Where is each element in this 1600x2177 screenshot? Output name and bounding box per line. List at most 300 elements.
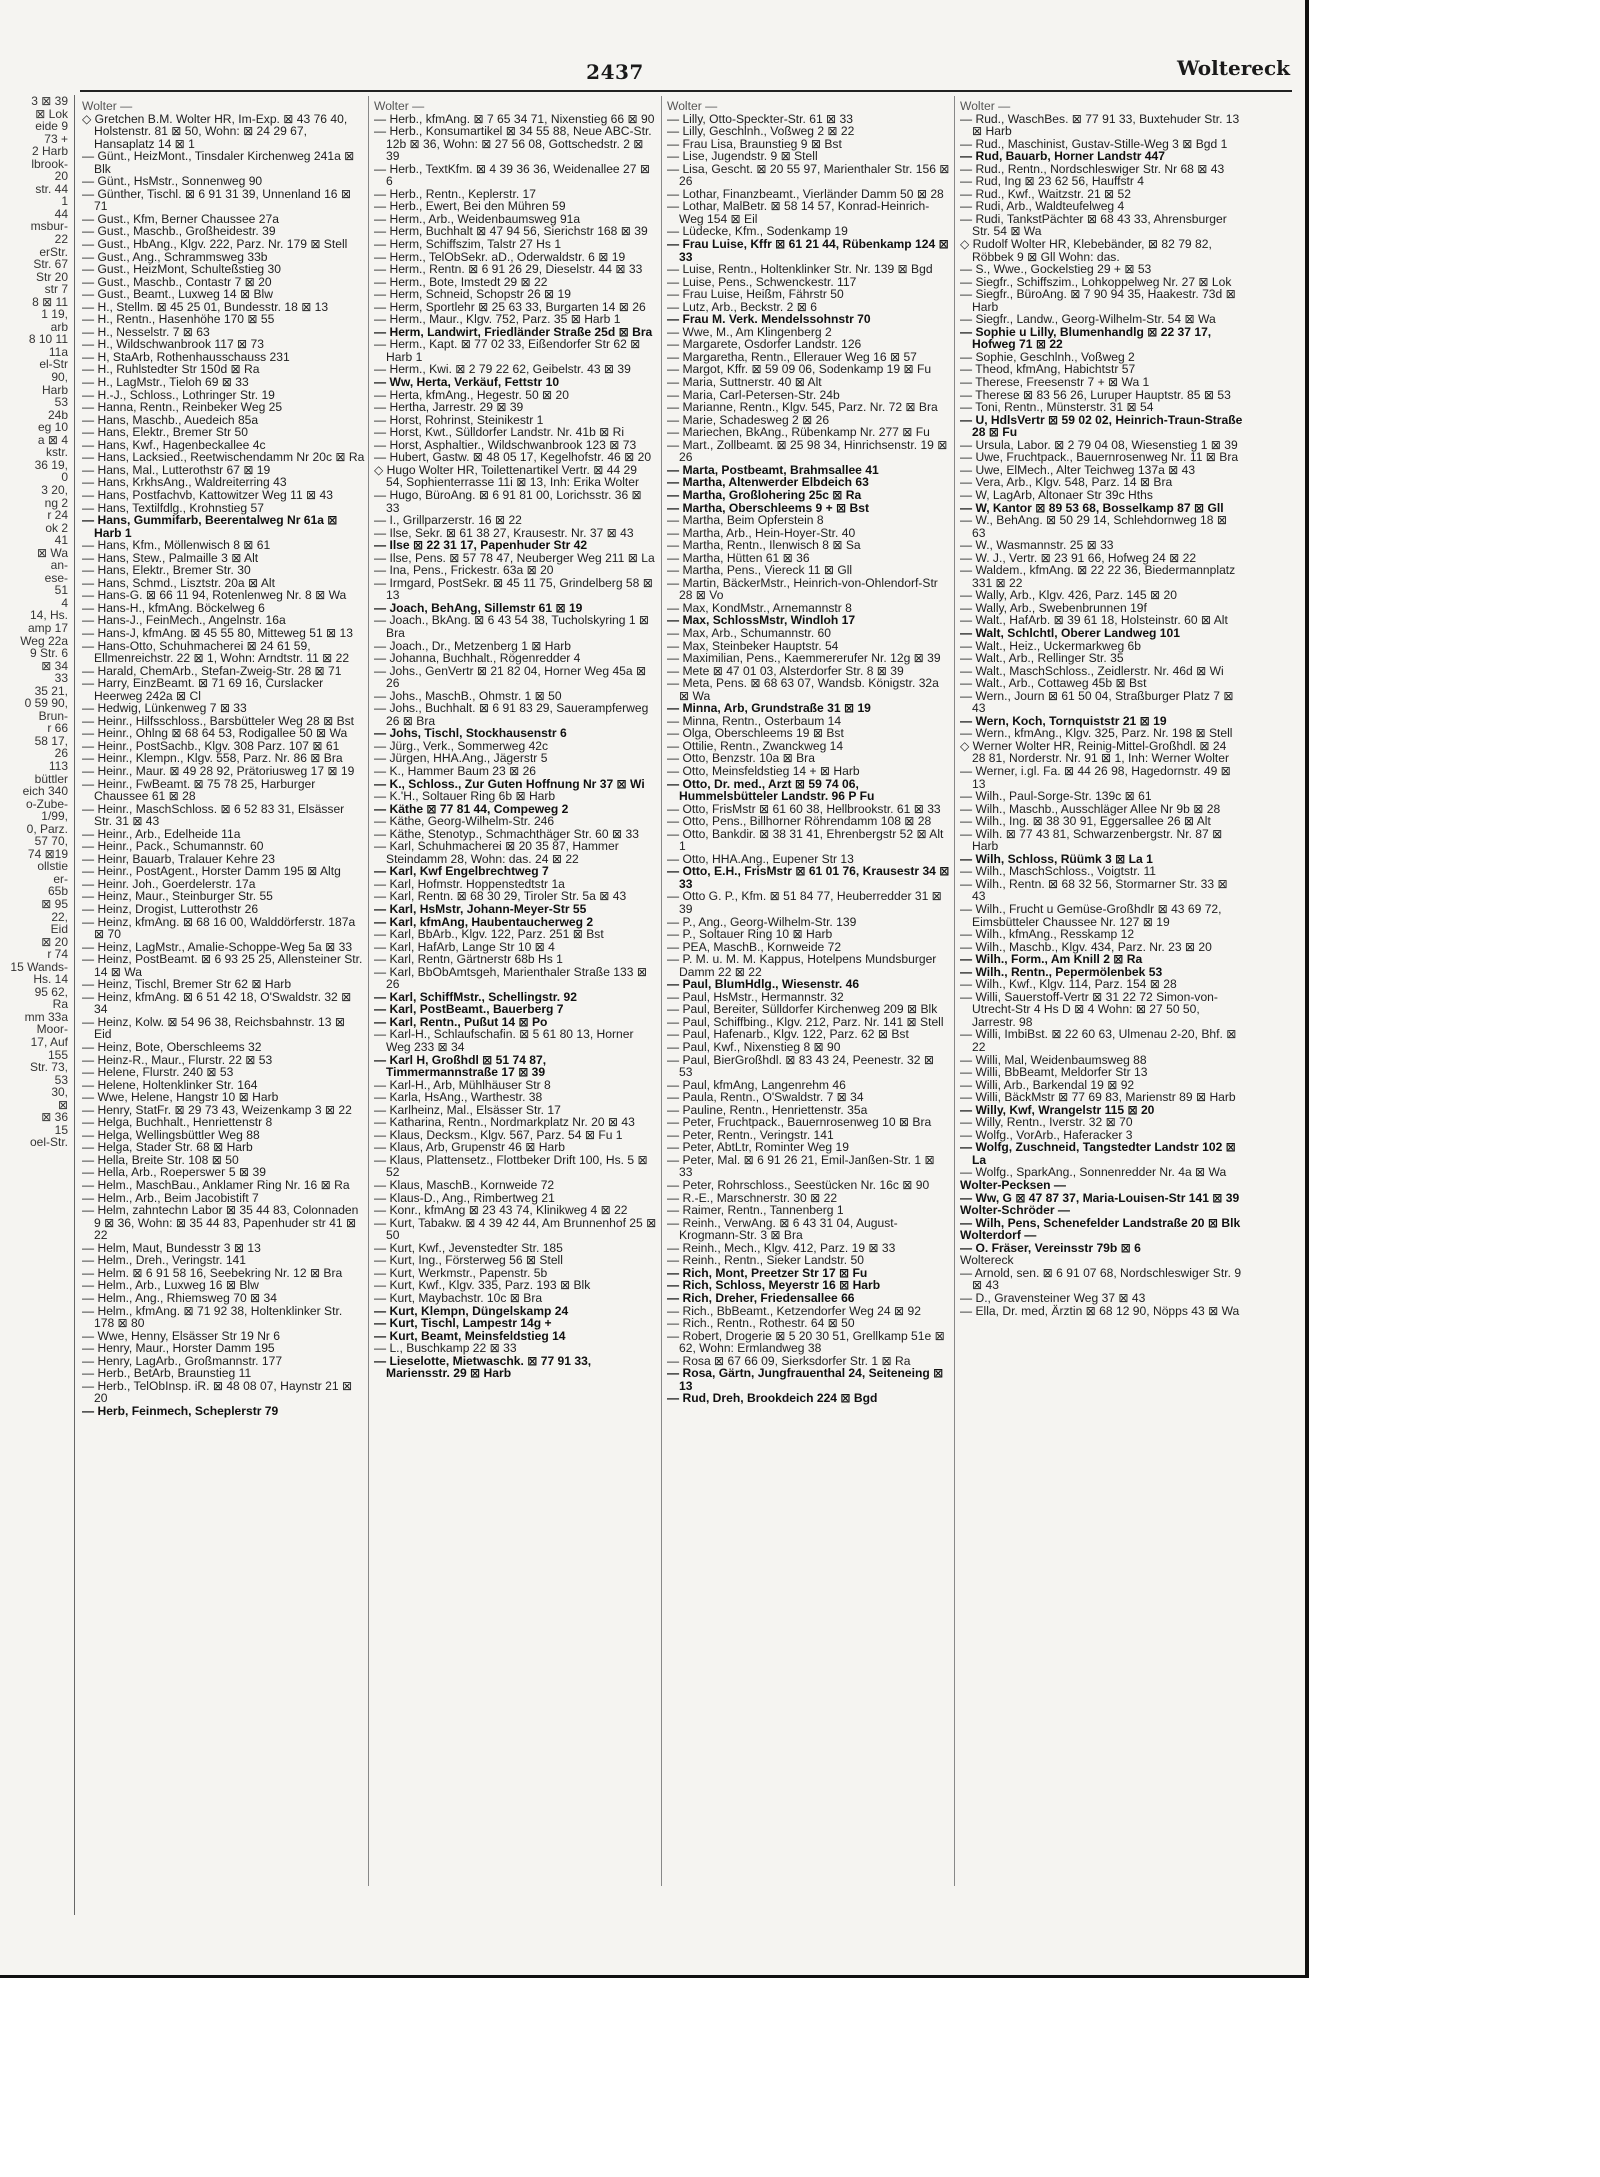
directory-entry: — Otto, Benzstr. 10a ⊠ Bra <box>667 751 815 766</box>
directory-entry: — Frau Lisa, Braunstieg 9 ⊠ Bst <box>667 136 842 151</box>
directory-entry: — Lothar, MalBetr. ⊠ 58 14 57, Konrad-Heinrich-Weg 154 ⊠ Eil <box>667 199 930 226</box>
column-head: Wolter — <box>82 100 133 113</box>
directory-entry: — Paul, kfmAng, Langenrehm 46 <box>667 1077 846 1092</box>
directory-entry: — Lothar, Finanzbeamt., Vierländer Damm 50 ⊠ 28 <box>667 186 944 201</box>
directory-entry: — Wilh, Schloss, Rüümk 3 ⊠ La 1 <box>960 851 1153 866</box>
edge-fragment: 22, <box>51 909 68 924</box>
directory-entry: — Rud, Dreh, Brookdeich 224 ⊠ Bgd <box>667 1391 878 1406</box>
directory-entry: — W, LagArb, Altonaer Str 39c Hths <box>960 487 1153 502</box>
directory-entry: — Wilh., Paul-Sorge-Str. 139c ⊠ 61 <box>960 789 1152 804</box>
directory-entry: — Otto, Meinsfeldstieg 14 + ⊠ Harb <box>667 763 860 778</box>
directory-entry: — Arnold, sen. ⊠ 6 91 07 68, Nordschleswiger Str. 9 ⊠ 43 <box>960 1265 1242 1293</box>
column-divider <box>954 96 955 1886</box>
directory-entry: — Otto, Pens., Billhorner Röhrendamm 108 ⊠ 28 <box>667 814 932 829</box>
directory-entry: — H., Wildschwanbrook 117 ⊠ 73 <box>82 337 264 352</box>
directory-entry: — Karl-H., Arb, Mühlhäuser Str 8 <box>374 1077 551 1092</box>
directory-entry: — Wolfg, Zuschneid, Tangstedter Landstr 102 ⊠ La <box>960 1140 1236 1167</box>
directory-entry: — Otto, Dr. med., Arzt ⊠ 59 74 06, Hummelsbütteler Landstr. 96 P Fu <box>667 776 875 804</box>
edge-fragment: 95 62, <box>34 984 68 999</box>
edge-fragment: 33 <box>54 671 68 686</box>
directory-entry: — Ilse, Sekr. ⊠ 61 38 27, Krausestr. Nr. 37 ⊠ 43 <box>374 525 634 540</box>
edge-fragment: oel-Str. <box>29 1135 68 1150</box>
directory-entry: — Martha, Arb., Hein-Hoyer-Str. 40 <box>667 525 856 540</box>
directory-entry: — U, HdlsVertr ⊠ 59 02 02, Heinrich-Traun-Straße 28 ⊠ Fu <box>960 412 1243 440</box>
directory-entry: — Maria, Suttnerstr. 40 ⊠ Alt <box>667 375 822 390</box>
directory-entry: — Hella, Arb., Roeperswег 5 ⊠ 39 <box>82 1165 266 1180</box>
directory-entry: — Karl, Schuhmacherei ⊠ 20 35 87, Hammer Steindamm 28, Wohn: das. 24 ⊠ 22 <box>374 839 619 866</box>
directory-entry: — Hans, Mal., Lutterothstr 67 ⊠ 19 <box>82 462 271 477</box>
directory-entry: — Hans, Textilfdlg., Krohnstieg 57 <box>82 500 264 515</box>
directory-entry: — Kurt, Beamt, Meinsfeldstieg 14 <box>374 1328 566 1343</box>
adjacent-page-edge <box>0 95 72 1975</box>
directory-entry: — Herb., Rentn., Keplerstr. 17 <box>374 186 536 201</box>
directory-entry: — Martha, Hütten 61 ⊠ 36 <box>667 550 810 565</box>
directory-entry: — Siegfr., Schiffszim., Lohkoppelweg Nr. 27 ⊠ Lok <box>960 274 1232 289</box>
directory-entry: — Herm, Sportlehr ⊠ 25 63 33, Burgarten 14 ⊠ 26 <box>374 299 646 314</box>
directory-entry: — Helga, Stader Str. 68 ⊠ Harb <box>82 1140 253 1155</box>
directory-entry: — Gust., HbAng., Klgv. 222, Parz. Nr. 179 ⊠ Stell <box>82 237 348 252</box>
edge-fragment: ⊠ 20 <box>41 934 68 949</box>
edge-fragment: er- <box>53 871 68 886</box>
directory-entry: — Mart., Zollbeamt. ⊠ 25 98 34, Hinrichsenstr. 19 ⊠ 26 <box>667 437 948 465</box>
directory-entry: — Herm., Kwi. ⊠ 2 79 22 62, Geibelstr. 43 ⊠ 39 <box>374 362 631 377</box>
directory-entry: — Herb, Feinmech, Scheplerstr 79 <box>82 1403 279 1418</box>
directory-entry: — Karl, Hofmstr. Hoppenstedtstr 1a <box>374 876 565 891</box>
directory-entry: — Horst, Asphaltier., Wildschwanbrook 123 ⊠ 73 <box>374 437 637 452</box>
directory-entry: — Herb., kfmAng. ⊠ 7 65 34 71, Nixenstieg 66 ⊠ 90 <box>374 111 655 126</box>
directory-entry: — Heinr., MaschSchloss. ⊠ 6 52 83 31, Elsässer Str. 31 ⊠ 43 <box>82 801 345 829</box>
directory-entry: — Maria, Carl-Petersen-Str. 24b <box>667 387 840 402</box>
directory-entry: — Wilh., Frucht u Gemüse-Großhdlr ⊠ 43 69 72, Eimsbütteler Chaussee Nr. 127 ⊠ 19 <box>960 902 1222 929</box>
directory-entry: — Frau M. Verk. Mendelssohnstr 70 <box>667 312 871 327</box>
edge-fragment: 1 19, <box>41 307 68 322</box>
directory-entry: — Hans, Postfachvb, Kattowitzer Weg 11 ⊠ 43 <box>82 487 334 502</box>
column-4 <box>960 100 1243 1880</box>
directory-entry: — Rich., Rentn., Rothestr. 64 ⊠ 50 <box>667 1316 855 1331</box>
directory-entry: — Paul, Schiffbing., Klgv. 212, Parz. Nr. 141 ⊠ Stell <box>667 1014 944 1029</box>
edge-fragment: Eid <box>50 922 68 937</box>
directory-entry: — Raimer, Rentn., Tannenberg 1 <box>667 1203 844 1218</box>
directory-entry: — Heinz-R., Maur., Flurstr. 22 ⊠ 53 <box>82 1052 273 1067</box>
directory-entry: — Theod, kfmAng, Habichtstr 57 <box>960 362 1136 377</box>
column-1 <box>82 100 365 1880</box>
directory-entry: — H., Nesselstr. 7 ⊠ 63 <box>82 324 210 339</box>
directory-entry: — Wilh. ⊠ 77 43 81, Schwarzenbergstr. Nr. 87 ⊠ Harb <box>960 826 1223 854</box>
directory-entry: — Gust., Ang., Schrammsweg 33b <box>82 249 268 264</box>
edge-fragment: ng 2 <box>44 495 68 510</box>
directory-entry: — Helm, Maut, Bundesstr 3 ⊠ 13 <box>82 1240 261 1255</box>
directory-entry: — Helm., Dreh., Veringstr. 141 <box>82 1253 247 1268</box>
directory-entry: — Hans-H., kfmAng. Böckelweg 6 <box>82 600 265 615</box>
directory-entry: — Wolfg., SparkAng., Sonnenredder Nr. 4a ⊠ Wa <box>960 1165 1227 1180</box>
directory-entry: — Siegfr., Landw., Georg-Wilhelm-Str. 54 ⊠ Wa <box>960 312 1216 327</box>
directory-entry: — Heinr., Maur. ⊠ 49 28 92, Prätoriusweg 17 ⊠ 19 <box>82 763 355 778</box>
directory-entry: — Reinh., Rentn., Sieker Landstr. 50 <box>667 1253 864 1268</box>
edge-fragment: mm 33a <box>24 1009 68 1024</box>
directory-entry: — Horst, Kwt., Sülldorfer Landstr. Nr. 41b ⊠ Ri <box>374 425 625 440</box>
directory-entry: — H, StaArb, Rothenhausschauss 231 <box>82 349 290 364</box>
directory-entry: — Käthe, Stenotyp., Schmachthäger Str. 60 ⊠ 33 <box>374 826 639 841</box>
edge-fragment: kstr. <box>45 445 68 460</box>
directory-entry: — Wwe, Henny, Elsässer Str 19 Nr 6 <box>82 1328 281 1343</box>
directory-entry: — Lutz, Arb., Beckstr. 2 ⊠ 6 <box>667 299 817 314</box>
page-edge-rule <box>74 95 75 1915</box>
directory-entry: — Karl, Rentn., Pußut 14 ⊠ Po <box>374 1014 548 1029</box>
directory-entry: — Max, SchlossMstr, Windloh 17 <box>667 613 856 628</box>
edge-fragment: 11a <box>48 344 68 359</box>
edge-fragment: lbrook- <box>31 156 68 171</box>
directory-entry: — Rosa, Gärtn, Jungfrauenthal 24, Seiteneing ⊠ 13 <box>667 1366 944 1393</box>
edge-fragment: Harb <box>41 382 68 397</box>
edge-fragment: 74 ⊠19 <box>27 846 68 861</box>
directory-entry: — Herm., Kapt. ⊠ 77 02 33, Eißendorfer Str 62 ⊠ Harb 1 <box>374 337 641 364</box>
edge-fragment: eide 9 <box>35 119 68 134</box>
directory-entry: — Ursula, Labor. ⊠ 2 79 04 08, Wiesenstieg 1 ⊠ 39 <box>960 437 1238 452</box>
directory-entry: — Heinr., Ohlng ⊠ 68 64 53, Rodigallee 50 ⊠ Wa <box>82 726 348 741</box>
directory-entry: — Rud., Kwf., Waitzstr. 21 ⊠ 52 <box>960 186 1131 201</box>
directory-entry: — Rud., WaschBes. ⊠ 77 91 33, Buxtehuder Str. 13 ⊠ Harb <box>960 111 1240 139</box>
directory-entry: — Karlheinz, Mal., Elsässer Str. 17 <box>374 1102 561 1117</box>
directory-entry: — Hans, Kfm., Möllenwisch 8 ⊠ 61 <box>82 538 271 553</box>
directory-entry: — Karl, BbObAmtsgeh, Marienthaler Straße 133 ⊠ 26 <box>374 964 647 992</box>
directory-entry: — Herm., Rentn. ⊠ 6 91 26 29, Dieselstr. 44 ⊠ 33 <box>374 262 643 277</box>
edge-fragment: msbur- <box>30 219 68 234</box>
column-divider <box>661 96 662 1886</box>
edge-fragment: Brun- <box>38 708 68 723</box>
directory-entry: — Olga, Oberschleems 19 ⊠ Bst <box>667 726 844 741</box>
directory-entry: — Willi, Arb., Barkendal 19 ⊠ 92 <box>960 1077 1135 1092</box>
edge-fragment: ollstie <box>37 859 68 874</box>
directory-entry: — I., Grillparzerstr. 16 ⊠ 22 <box>374 513 522 528</box>
directory-entry: — Otto G. P., Kfm. ⊠ 51 84 77, Heuberredder 31 ⊠ 39 <box>667 889 942 916</box>
directory-entry: — Heinr., FwBeamt. ⊠ 75 78 25, Harburger Chaussee 61 ⊠ 28 <box>82 776 316 804</box>
directory-entry: — Gust., Beamt., Luxweg 14 ⊠ Blw <box>82 287 273 302</box>
directory-entry: — Luise, Pens., Schwenckestr. 117 <box>667 274 857 289</box>
directory-entry: — Lisa, Gescht. ⊠ 20 55 97, Marienthaler Str. 156 ⊠ 26 <box>667 161 950 189</box>
edge-fragment: Ra <box>52 997 68 1012</box>
directory-entry: — Max, KondMstr., Arnemannstr 8 <box>667 600 852 615</box>
directory-entry: — Willi, Mal, Weidenbaumsweg 88 <box>960 1052 1147 1067</box>
directory-entry: — O. Fräser, Vereinsstr 79b ⊠ 6 <box>960 1240 1141 1255</box>
edge-fragment: ok 2 <box>45 520 68 535</box>
directory-entry: — Walt., Arb., Cottaweg 45b ⊠ Bst <box>960 676 1147 691</box>
directory-entry: — Helm., kfmAng. ⊠ 71 92 38, Holtenklinker Str. 178 ⊠ 80 <box>82 1303 343 1331</box>
directory-entry: — Heinz, kfmAng. ⊠ 6 51 42 18, O'Swaldstr. 32 ⊠ 34 <box>82 989 352 1017</box>
directory-entry: — Wilh., Maschb., Klgv. 434, Parz. Nr. 23 ⊠ 20 <box>960 939 1212 954</box>
edge-fragment: 73 + <box>44 131 68 146</box>
directory-entry: — Karla, HsAng., Warthestr. 38 <box>374 1090 543 1105</box>
directory-entry: — Helga, Wellingsbüttler Weg 88 <box>82 1127 260 1142</box>
directory-entry: — Robert, Drogerie ⊠ 5 20 30 51, Grellkamp 51e ⊠ 62, Wohn: Ermlandweg 38 <box>667 1328 945 1356</box>
directory-entry: — Heinz, Bote, Oberschleems 32 <box>82 1040 262 1055</box>
directory-entry: — R.-E., Marschnerstr. 30 ⊠ 22 <box>667 1190 838 1205</box>
directory-entry: — Helm, zahntechn Labor ⊠ 35 44 83, Colonnaden 9 ⊠ 36, Wohn: ⊠ 35 44 83, Papenhuder str 41 ⊠ 22 <box>82 1203 359 1243</box>
directory-entry: — Karl, Rentn, Gärtnerstr 68b Hs 1 <box>374 952 563 967</box>
directory-entry: — Johs, Tischl, Stockhausenstr 6 <box>374 726 567 741</box>
directory-entry: — Hans-J., FeinMech., Angelnstr. 16a <box>82 613 286 628</box>
directory-entry: — Luise, Rentn., Holtenklinker Str. Nr. 139 ⊠ Bgd <box>667 262 933 277</box>
directory-entry: Wolter-Schröder — <box>960 1203 1070 1218</box>
directory-entry: — Herm, Landwirt, Friedländer Straße 25d ⊠ Bra <box>374 324 653 339</box>
edge-fragment: 0 <box>61 470 68 485</box>
directory-entry: — Martha, Pens., Viereck 11 ⊠ Gll <box>667 563 853 578</box>
directory-entry: — Rud, Bauarb, Horner Landstr 447 <box>960 149 1165 164</box>
directory-entry: — Walt., Arb., Rellinger Str. 35 <box>960 651 1124 666</box>
directory-entry: — Wern, Koch, Tornquiststr 21 ⊠ 19 <box>960 713 1167 728</box>
edge-fragment: 2 Harb <box>31 144 68 159</box>
directory-entry: — Hans, KrkhsAng., Waldreiterring 43 <box>82 475 287 490</box>
directory-entry: — Heinr., Arb., Edelheide 11a <box>82 826 241 841</box>
directory-entry: — Willy, Kwf, Wrangelstr 115 ⊠ 20 <box>960 1102 1155 1117</box>
directory-entry: ◇ Rudolf Wolter HR, Klebebänder, ⊠ 82 79 82, Röbbek 9 ⊠ Gll Wohn: das. <box>960 237 1212 264</box>
directory-entry: — Otto, FrisMstr ⊠ 61 60 38, Hellbrookstr. 61 ⊠ 33 <box>667 801 941 816</box>
column-divider <box>368 96 369 1886</box>
edge-fragment: o-Zube- <box>25 796 68 811</box>
directory-entry: — Lilly, Geschlnh., Voßweg 2 ⊠ 22 <box>667 124 855 139</box>
directory-entry: — Uwe, Fruchtpack., Bauernrosenweg Nr. 11 ⊠ Bra <box>960 450 1239 465</box>
edge-fragment: 1 <box>61 194 68 209</box>
directory-entry: — Marie, Schadesweg 2 ⊠ 26 <box>667 412 830 427</box>
directory-entry: — Werner, i.gl. Fa. ⊠ 44 26 98, Hagedornstr. 49 ⊠ 13 <box>960 763 1231 791</box>
directory-entry: — Karl, BbArb., Klgv. 122, Parz. 251 ⊠ Bst <box>374 927 604 942</box>
directory-entry: — Helene, Flurstr. 240 ⊠ 53 <box>82 1065 234 1080</box>
directory-entry: — Herm, Buchhalt ⊠ 47 94 56, Sierichstr 168 ⊠ 39 <box>374 224 648 239</box>
directory-entry: — Otto, E.H., FrisMstr ⊠ 61 01 76, Krausestr 34 ⊠ 33 <box>667 864 950 891</box>
edge-fragment: Str 20 <box>35 269 68 284</box>
directory-entry: — Wally, Arb., Swebenbrunnen 19f <box>960 600 1147 615</box>
directory-entry: — Martha, Großlohering 25c ⊠ Ra <box>667 487 862 502</box>
edge-fragment: 4 <box>61 595 68 610</box>
directory-entry: — Käthe, Georg-Wilhelm-Str. 246 <box>374 814 555 829</box>
directory-entry: — Karl, PostBeamt., Bauerberg 7 <box>374 1002 564 1017</box>
directory-entry: — Martha, Oberschleems 9 + ⊠ Bst <box>667 500 870 515</box>
directory-entry: — Rudi, TankstPächter ⊠ 68 43 33, Ahrensburger Str. 54 ⊠ Wa <box>960 211 1227 239</box>
directory-entry: — Martha, Rentn., Ilenwisch 8 ⊠ Sa <box>667 538 861 553</box>
directory-entry: — Lüdecke, Kfm., Sodenkamp 19 <box>667 224 848 239</box>
directory-entry: — Klaus, Decksm., Klgv. 567, Parz. 54 ⊠ Fu 1 <box>374 1127 623 1142</box>
edge-fragment: 8 10 11 <box>28 332 68 347</box>
directory-entry: ◇ Werner Wolter HR, Reinig-Mittel-Großhdl. ⊠ 24 28 81, Norderstr. Nr. 91 ⊠ 1, Inh: Werner Wolter <box>960 738 1230 766</box>
directory-entry: — Toni, Rentn., Münsterstr. 31 ⊠ 54 <box>960 400 1154 415</box>
directory-entry: — Ella, Dr. med, Ärztin ⊠ 68 12 90, Nöpps 43 ⊠ Wa <box>960 1303 1240 1318</box>
edge-fragment: 41 <box>54 533 68 548</box>
directory-entry: — Günt., HeizMont., Tinsdaler Kirchenweg 241a ⊠ Blk <box>82 149 355 176</box>
edge-fragment: Moor- <box>36 1022 68 1037</box>
directory-entry: — Paul, Bereiter, Sülldorfer Kirchenweg 209 ⊠ Blk <box>667 1002 938 1017</box>
edge-fragment: 22 <box>54 232 68 247</box>
edge-fragment: 24b <box>47 407 68 422</box>
directory-entry: — Rosa ⊠ 67 66 09, Sierksdorfer Str. 1 ⊠ Ra <box>667 1353 911 1368</box>
directory-entry: — Herm, Schneid, Schopstr 26 ⊠ 19 <box>374 287 572 302</box>
directory-entry: — Kurt, Maybachstr. 10c ⊠ Bra <box>374 1290 543 1305</box>
edge-fragment: 57 70, <box>34 834 68 849</box>
directory-entry: — H., Ruhlstedter Str 150d ⊠ Ra <box>82 362 260 377</box>
edge-fragment: ⊠ <box>57 1097 68 1112</box>
directory-entry: ◇ Gretchen B.M. Wolter HR, Im-Exp. ⊠ 43 76 40, Holstenstr. 81 ⊠ 50, Wohn: ⊠ 24 29 67, Hansaplatz 14 ⊠ 1 <box>82 111 348 151</box>
edge-fragment: str. 44 <box>35 181 68 196</box>
directory-entry: — Heinr., PostAgent., Horster Damm 195 ⊠ Altg <box>82 864 341 879</box>
directory-entry: — Heinr., Pack., Schumannstr. 60 <box>82 839 264 854</box>
directory-entry: — Harald, ChemArb., Stefan-Zweig-Str. 28 ⊠ 71 <box>82 663 342 678</box>
directory-entry: — Hans-J, kfmAng. ⊠ 45 55 80, Mitteweg 51 ⊠ 13 <box>82 625 353 640</box>
directory-entry: — Johs., Buchhalt. ⊠ 6 91 83 29, Sauerampferweg 26 ⊠ Bra <box>374 701 649 728</box>
directory-entry: — Rud., Maschinist, Gustav-Stille-Weg 3 ⊠ Bgd 1 <box>960 136 1228 151</box>
directory-entry: — K., Hammer Baum 23 ⊠ 26 <box>374 763 537 778</box>
directory-entry: — Heinr, Bauarb, Tralauer Kehre 23 <box>82 851 275 866</box>
edge-fragment: 35 21, <box>34 683 68 698</box>
page-number: 2437 <box>586 60 644 84</box>
directory-entry: — Lieselotte, Mietwaschk. ⊠ 77 91 33, Mariensstr. 29 ⊠ Harb <box>374 1353 592 1381</box>
directory-entry: — P. M. u. M. M. Kappus, Hotelpens Mundsburger Damm 22 ⊠ 22 <box>667 952 937 979</box>
directory-entry: — Herta, kfmAng., Hegestr. 50 ⊠ 20 <box>374 387 569 402</box>
directory-entry: — Paul, HsMstr., Hermannstr. 32 <box>667 989 844 1004</box>
directory-entry: — Sophie u Lilly, Blumenhandlg ⊠ 22 37 17, Hofweg 71 ⊠ 22 <box>960 324 1212 352</box>
directory-entry: — Therese, Freesenstr 7 + ⊠ Wa 1 <box>960 375 1150 390</box>
directory-entry: — Wilh., kfmAng., Resskamp 12 <box>960 927 1135 942</box>
directory-entry: — W., Wasmannstr. 25 ⊠ 33 <box>960 538 1114 553</box>
directory-entry: — Martha, Beim Opferstein 8 <box>667 513 824 528</box>
directory-entry: — Horst, Rohrinst, Steinikestr 1 <box>374 412 544 427</box>
directory-entry: — Konr., kfmAng ⊠ 23 43 74, Klinikweg 4 ⊠ 22 <box>374 1203 628 1218</box>
directory-entry: — Heinr., PostSachb., Klgv. 308 Parz. 107 ⊠ 61 <box>82 738 340 753</box>
directory-entry: — Gust., Maschb., Contastr 7 ⊠ 20 <box>82 274 272 289</box>
directory-entry: — Mariechen, BkAng., Rübenkamp Nr. 277 ⊠ Fu <box>667 425 930 440</box>
directory-entry: — Kurt, Tabakw. ⊠ 4 39 42 44, Am Brunnenhof 25 ⊠ 50 <box>374 1215 657 1243</box>
directory-entry: — Lilly, Otto-Speckter-Str. 61 ⊠ 33 <box>667 111 854 126</box>
edge-fragment: 36 19, <box>34 457 68 472</box>
directory-entry: — Marianne, Rentn., Klgv. 545, Parz. Nr. 72 ⊠ Bra <box>667 400 938 415</box>
directory-entry: — Ilse ⊠ 22 31 17, Papenhuder Str 42 <box>374 538 588 553</box>
directory-entry: — Kurt, Werkmstr., Papenstr. 5b <box>374 1265 548 1280</box>
edge-fragment: 44 <box>54 206 68 221</box>
directory-entry: — Irmgard, PostSekr. ⊠ 45 11 75, Grindelberg 58 ⊠ 13 <box>374 575 653 603</box>
directory-entry: — Heinr., Hilfsschloss., Barsbütteler Weg 28 ⊠ Bst <box>82 713 355 728</box>
directory-entry: — Rud., Rentn., Nordschleswiger Str. Nr 68 ⊠ 43 <box>960 161 1225 176</box>
directory-entry: — PEA, MaschB., Kornweide 72 <box>667 939 842 954</box>
directory-entry: — Joach, BehAng, Sillemstr 61 ⊠ 19 <box>374 600 583 615</box>
directory-entry: — Paula, Rentn., O'Swaldstr. 7 ⊠ 34 <box>667 1090 864 1105</box>
edge-fragment: 17, Auf <box>30 1035 68 1050</box>
directory-entry: — Peter, Fruchtpack., Bauernrosenweg 10 ⊠ Bra <box>667 1115 932 1130</box>
directory-entry: — Wilh., Maschb., Ausschläger Allee Nr 9b ⊠ 28 <box>960 801 1221 816</box>
directory-entry: — Herb., TelObInsp. iR. ⊠ 48 08 07, Haynstr 21 ⊠ 20 <box>82 1378 353 1406</box>
edge-fragment: 15 Wands- <box>10 959 68 974</box>
directory-entry: — Paul, Kwf., Nixenstieg 8 ⊠ 90 <box>667 1040 841 1055</box>
edge-fragment: 3 20, <box>41 482 68 497</box>
directory-entry: — Willi, Sauerstoff-Vertr ⊠ 31 22 72 Simon-von-Utrecht-Str 4 Hs D ⊠ 4 Wohn: ⊠ 27 50 50, Jarrestr. 98 <box>960 989 1218 1029</box>
edge-fragment: Str. 73, <box>29 1060 68 1075</box>
directory-entry: — Heinr., Klempn., Klgv. 558, Parz. Nr. 86 ⊠ Bra <box>82 751 343 766</box>
directory-entry: — Hugo, BüroAng. ⊠ 6 91 81 00, Lorichsstr. 36 ⊠ 33 <box>374 487 642 515</box>
directory-entry: — Heinr. Joh., Goerdelerstr. 17a <box>82 876 256 891</box>
edge-fragment: 20 <box>54 169 68 184</box>
directory-entry: — L., Buschkamp 22 ⊠ 33 <box>374 1341 517 1356</box>
edge-fragment: 26 <box>54 746 68 761</box>
directory-entry: — Günther, Tischl. ⊠ 6 91 31 39, Unnenland 16 ⊠ 71 <box>82 186 352 214</box>
edge-fragment: 30, <box>51 1085 68 1100</box>
directory-entry: — Jürg., Verk., Sommerweg 42c <box>374 738 549 753</box>
directory-entry: — Wern., kfmAng., Klgv. 325, Parz. Nr. 198 ⊠ Stell <box>960 726 1233 741</box>
edge-fragment: amp 17 <box>27 620 68 635</box>
directory-entry: — W., BehAng. ⊠ 50 29 14, Schlehdornweg 18 ⊠ 63 <box>960 513 1228 540</box>
directory-entry: — Klaus, Plattensetz., Flottbeker Drift 100, Hs. 5 ⊠ 52 <box>374 1152 648 1180</box>
directory-entry: — Herm, Schiffszim, Talstr 27 Hs 1 <box>374 237 562 252</box>
directory-entry: — H., Rentn., Hasenhöhe 170 ⊠ 55 <box>82 312 275 327</box>
directory-entry: — Helga, Buchhalt., Henriettenstr 8 <box>82 1115 273 1130</box>
edge-fragment: 3 ⊠ 39 <box>31 95 68 108</box>
running-head: Woltereck <box>1176 56 1290 80</box>
directory-entry: — Willi, BäckMstr ⊠ 77 69 83, Marienstr 89 ⊠ Harb <box>960 1090 1236 1105</box>
directory-entry: — Otto, HHA.Ang., Eupener Str 13 <box>667 851 854 866</box>
directory-entry: — Wern., Journ ⊠ 61 50 04, Straßburger Platz 7 ⊠ 43 <box>960 688 1234 716</box>
directory-entry: — Kurt, Tischl, Lampestr 14g + <box>374 1316 552 1331</box>
directory-entry: — H., Stellm. ⊠ 45 25 01, Bundesstr. 18 ⊠ 13 <box>82 299 329 314</box>
edge-fragment: arb <box>50 319 68 334</box>
directory-entry: — Walt., Heiz., Uckermarkweg 6b <box>960 638 1141 653</box>
directory-entry: — Klaus-D., Ang., Rimbertweg 21 <box>374 1190 555 1205</box>
directory-entry: — Herb., Konsumartikel ⊠ 34 55 88, Neue ABC-Str. 12b ⊠ 36, Wohn: ⊠ 27 56 08, Gottschedstr. 2 ⊠ 39 <box>374 124 652 164</box>
directory-entry: — K.'H., Soltauer Ring 6b ⊠ Harb <box>374 789 556 804</box>
directory-entry: — Klaus, Arb, Grupenstr 46 ⊠ Harb <box>374 1140 565 1155</box>
directory-entry: — Otto, Bankdir. ⊠ 38 31 41, Ehrenbergstr 52 ⊠ Alt 1 <box>667 826 944 854</box>
directory-entry: — Heinz, LagMstr., Amalie-Schoppe-Weg 5a ⊠ 33 <box>82 939 353 954</box>
directory-entry: — Wilh., Rentn. ⊠ 68 32 56, Stormarner Str. 33 ⊠ 43 <box>960 876 1228 904</box>
edge-fragment: r 24 <box>47 508 68 523</box>
directory-entry: — Kurt, Kwf., Klgv. 335, Parz. 193 ⊠ Blk <box>374 1278 591 1293</box>
edge-fragment: 0, Parz. <box>26 821 68 836</box>
directory-entry: — Minna, Arb, Grundstraße 31 ⊠ 19 <box>667 701 871 716</box>
directory-entry: — Margarete, Osdorfer Landstr. 126 <box>667 337 862 352</box>
edge-fragment: 155 <box>47 1047 68 1062</box>
directory-entry: — Herm., TelObSekr. aD., Oderwaldstr. 6 ⊠ 19 <box>374 249 626 264</box>
edge-fragment: eg 10 <box>37 420 68 435</box>
directory-entry: — S., Wwe., Gockelstieg 29 + ⊠ 53 <box>960 262 1152 277</box>
directory-entry: — Peter, Mal. ⊠ 6 91 26 21, Emil-Janßen-Str. 1 ⊠ 33 <box>667 1152 935 1180</box>
directory-entry: — Karl, kfmAng, Haubentaucherweg 2 <box>374 914 594 929</box>
directory-entry: — Herb., TextKfm. ⊠ 4 39 36 36, Weidenallee 27 ⊠ 6 <box>374 161 650 189</box>
directory-entry: — Wwe, Helene, Hangstr 10 ⊠ Harb <box>82 1090 279 1105</box>
directory-entry: — Hubert, Gastw. ⊠ 48 05 17, Kegelhofstr. 46 ⊠ 20 <box>374 450 652 465</box>
directory-entry: — Karl, SchiffMstr., Schellingstr. 92 <box>374 989 577 1004</box>
directory-entry: Wolter-Pecksen — <box>960 1178 1066 1193</box>
directory-entry: — Hans, Lacksied., Reetwischendamm Nr 20c ⊠ Ra <box>82 450 365 465</box>
edge-fragment: Str. 67 <box>33 257 68 272</box>
directory-entry: — Walt., HafArb. ⊠ 39 61 18, Holsteinstr. 60 ⊠ Alt <box>960 613 1228 628</box>
directory-entry: — Kurt, Klempn, Düngelskamp 24 <box>374 1303 569 1318</box>
directory-entry: — Heinz, Maur., Steinburger Str. 55 <box>82 889 273 904</box>
directory-entry: — Harry, EinzBeamt. ⊠ 71 69 16, Curslacker Heerweg 242a ⊠ Cl <box>82 676 324 703</box>
directory-entry: — Reinh., Mech., Klgv. 412, Parz. 19 ⊠ 33 <box>667 1240 896 1255</box>
directory-entry: — Johanna, Buchhalt., Rögenredder 4 <box>374 651 581 666</box>
directory-entry: — Helm., Arb., Beim Jacobistift 7 <box>82 1190 259 1205</box>
directory-entry: — Heinz, Drogist, Lutterothstr 26 <box>82 902 259 916</box>
directory-entry: — Gust., Maschb., Großheidestr. 39 <box>82 224 276 239</box>
edge-fragment: el-Str <box>39 357 68 372</box>
directory-entry: — Kurt, Kwf., Jevenstedter Str. 185 <box>374 1240 563 1255</box>
directory-entry: — Henry, LagArb., Großmannstr. 177 <box>82 1353 283 1368</box>
directory-entry: Wolterdorf — <box>960 1228 1037 1243</box>
directory-entry: — Hedwig, Lünkenweg 7 ⊠ 33 <box>82 701 247 716</box>
directory-entry: — Rich, Schloss, Meyerstr 16 ⊠ Harb <box>667 1278 881 1293</box>
directory-entry: — Vera, Arb., Klgv. 548, Parz. 14 ⊠ Bra <box>960 475 1173 490</box>
directory-entry: — Wilh., Rentn., Pepermölenbek 53 <box>960 964 1163 979</box>
directory-entry: — Karl, HsMstr, Johann-Meyer-Str 55 <box>374 902 587 916</box>
directory-entry: — Ottilie, Rentn., Zwanckweg 14 <box>667 738 844 753</box>
directory-entry: — Hanna, Rentn., Reinbeker Weg 25 <box>82 400 283 415</box>
directory-entry: — Hella, Breite Str. 108 ⊠ 50 <box>82 1152 239 1167</box>
directory-entry: — Peter, Rohrschloss., Seestücken Nr. 16c ⊠ 90 <box>667 1178 930 1193</box>
directory-entry: — Rudi, Arb., Waldteufelweg 4 <box>960 199 1125 214</box>
